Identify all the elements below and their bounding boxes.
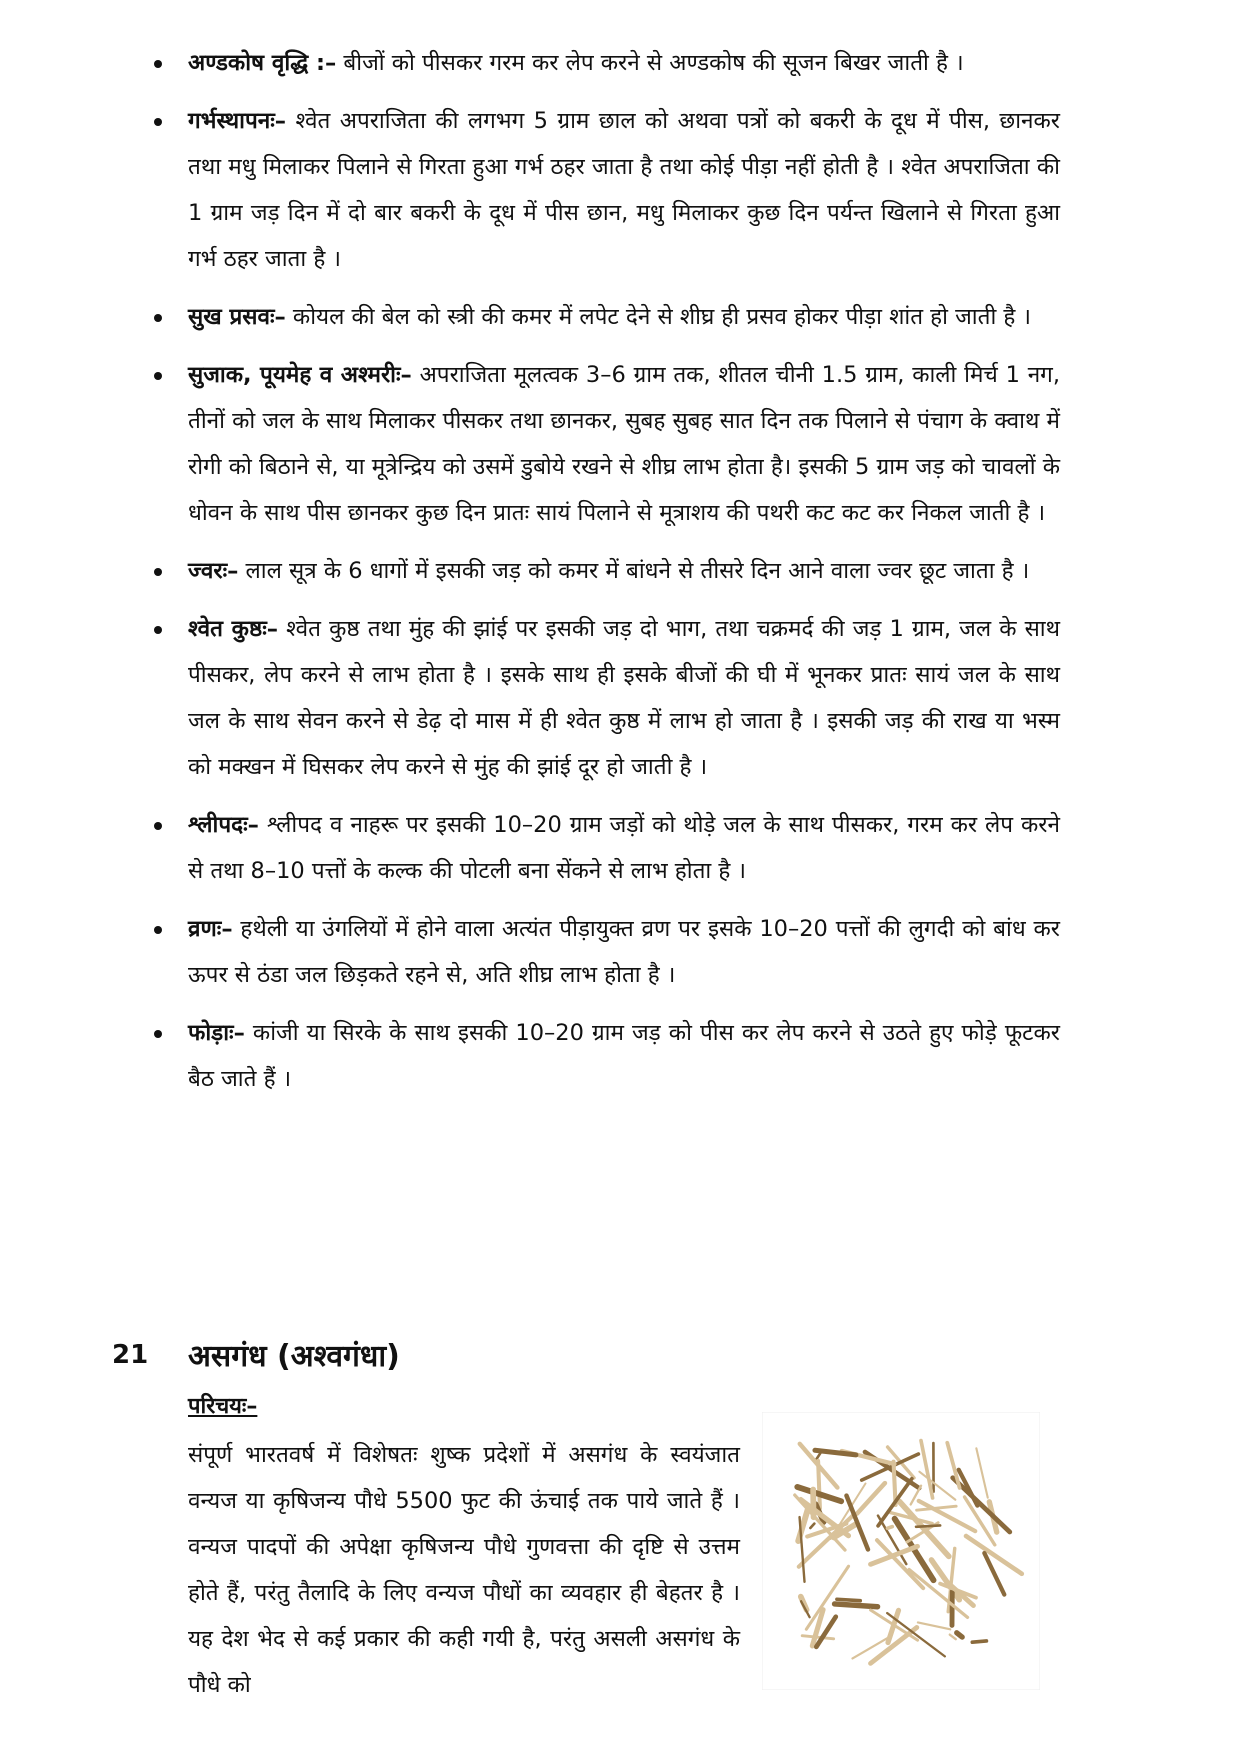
item-text: श्वेत कुष्ठ तथा मुंह की झांई पर इसकी जड़ दो भाग, तथा चक्रमर्द की जड़ 1 ग्राम, जल के साथ पीसकर, लेप करने से लाभ होता है । इसके साथ ही इसके बीजों की घी में भूनकर प्रातः सायं जल के साथ जल के साथ सेवन करने से डेढ़ दो मास में ही श्वेत कुष्ठ में लाभ हो जाता है । इसकी जड़ की राख या भस्म को मक्खन में घिसकर लेप करने से मुंह की झांई दूर हो जाती है । <box>188 616 1060 780</box>
root-stroke <box>888 1527 893 1529</box>
bullet-icon <box>154 314 162 322</box>
list-item <box>140 606 1060 790</box>
item-text: श्वेत अपराजिता की लगभग 5 ग्राम छाल को अथवा पत्रों को बकरी के दूध में पीस, छानकर तथा मधु मिलाकर पिलाने से गिरता हुआ गर्भ ठहर जाता है तथा कोई पीड़ा नहीं होती है । श्वेत अपराजिता की 1 ग्राम जड़ दिन में दो बार बकरी के दूध में पीस छान, मधु मिलाकर कुछ दिन पर्यन्त खिलाने से गिरता हुआ गर्भ ठहर जाता है । <box>188 108 1060 272</box>
item-term: श्वेत कुष्ठः– <box>188 616 279 642</box>
item-term: श्लीपदः– <box>188 812 259 838</box>
item-term: सुख प्रसवः– <box>188 304 286 330</box>
item-text: हथेली या उंगलियों में होने वाला अत्यंत पीड़ायुक्त व्रण पर इसके 10–20 पत्तों की लुगदी को बांध कर ऊपर से ठंडा जल छिड़कते रहने से, अति शीघ्र लाभ होता है । <box>188 916 1060 988</box>
ashwagandha-root-image <box>762 1412 1040 1690</box>
item-text: कांजी या सिरके के साथ इसकी 10–20 ग्राम जड़ को पीस कर लेप करने से उठते हुए फोड़े फूटकर बैठ जाते हैं । <box>188 1020 1060 1092</box>
item-text: श्लीपद व नाहरू पर इसकी 10–20 ग्राम जड़ों को थोड़े जल के साथ पीसकर, गरम कर लेप करने से तथा 8–10 पत्तों के कल्क की पोटली बना सेंकने से लाभ होता है । <box>188 812 1060 884</box>
intro-paragraph: संपूर्ण भारतवर्ष में विशेषतः शुष्क प्रदेशों में असगंध के स्वयंजात वन्यज या कृषिजन्य पौधे 5500 फुट की ऊंचाई तक पाये जाते हैं । वन्यज पादपों की अपेक्षा कृषिजन्य पौधे गुणवत्ता की दृष्टि से उत्तम होते हैं, परंतु तैलादि के लिए वन्यज पौधों का व्यवहार ही बेहतर है । यह देश भेद से कई प्रकार की कही गयी है, परंतु असली असगंध के पौधे को <box>188 1442 740 1698</box>
list-item <box>140 1010 1060 1102</box>
list-item <box>140 40 1060 86</box>
bullet-icon <box>154 372 162 380</box>
item-text: अपराजिता मूलत्वक 3–6 ग्राम तक, शीतल चीनी 1.5 ग्राम, काली मिर्च 1 नग, तीनों को जल के साथ मिलाकर पीसकर तथा छानकर, सुबह सुबह सात दिन तक पिलाने से पंचाग के क्वाथ में रोगी को बिठाने से, या मूत्रेन्द्रिय को उसमें डुबोये रखने से शीघ्र लाभ होता है। इसकी 5 ग्राम जड़ को चावलों के धोवन के साथ पीस छानकर कुछ दिन प्रातः सायं पिलाने से मूत्राशय की पथरी कट कट कर निकल जाती है । <box>188 362 1060 526</box>
bullet-icon <box>154 626 162 634</box>
root-stroke <box>972 1641 986 1642</box>
item-term: ज्वरः– <box>188 558 239 584</box>
item-text: कोयल की बेल को स्त्री की कमर में लपेट देने से शीघ्र ही प्रसव होकर पीड़ा शांत हो जाती है । <box>285 304 1032 330</box>
root-stroke <box>835 1604 878 1607</box>
root-stroke <box>916 1525 940 1526</box>
list-item <box>140 294 1060 340</box>
list-item <box>140 906 1060 998</box>
bullet-icon <box>154 926 162 934</box>
bullet-icon <box>154 60 162 68</box>
remedy-list <box>140 40 1060 1114</box>
item-term: फोड़ाः– <box>188 1020 245 1046</box>
root-stroke <box>837 1599 860 1600</box>
subheading: परिचयः– <box>188 1394 258 1419</box>
item-term: व्रणः– <box>188 916 233 942</box>
item-text: बीजों को पीसकर गरम कर लेप करने से अण्डकोष की सूजन बिखर जाती है । <box>336 50 964 76</box>
list-item <box>140 802 1060 894</box>
root-stroke <box>818 1461 820 1508</box>
root-stroke <box>894 1462 896 1505</box>
bullet-icon <box>154 822 162 830</box>
item-term: गर्भस्थापनः– <box>188 108 287 134</box>
bullet-icon <box>154 1030 162 1038</box>
bullet-icon <box>154 568 162 576</box>
bullet-icon <box>154 118 162 126</box>
list-item <box>140 352 1060 536</box>
section-title: असगंध (अश्वगंधा) <box>188 1339 400 1374</box>
list-item <box>140 548 1060 594</box>
item-term: सुजाक, पूयमेह व अश्मरीः– <box>188 362 412 388</box>
item-term: अण्डकोष वृद्धि :– <box>188 50 337 76</box>
section-number: 21 <box>112 1340 149 1370</box>
list-item <box>140 98 1060 282</box>
item-text: लाल सूत्र के 6 धागों में इसकी जड़ को कमर में बांधने से तीसरे दिन आने वाला ज्वर छूट जाता है । <box>238 558 1030 584</box>
root-stroke <box>957 1633 962 1637</box>
